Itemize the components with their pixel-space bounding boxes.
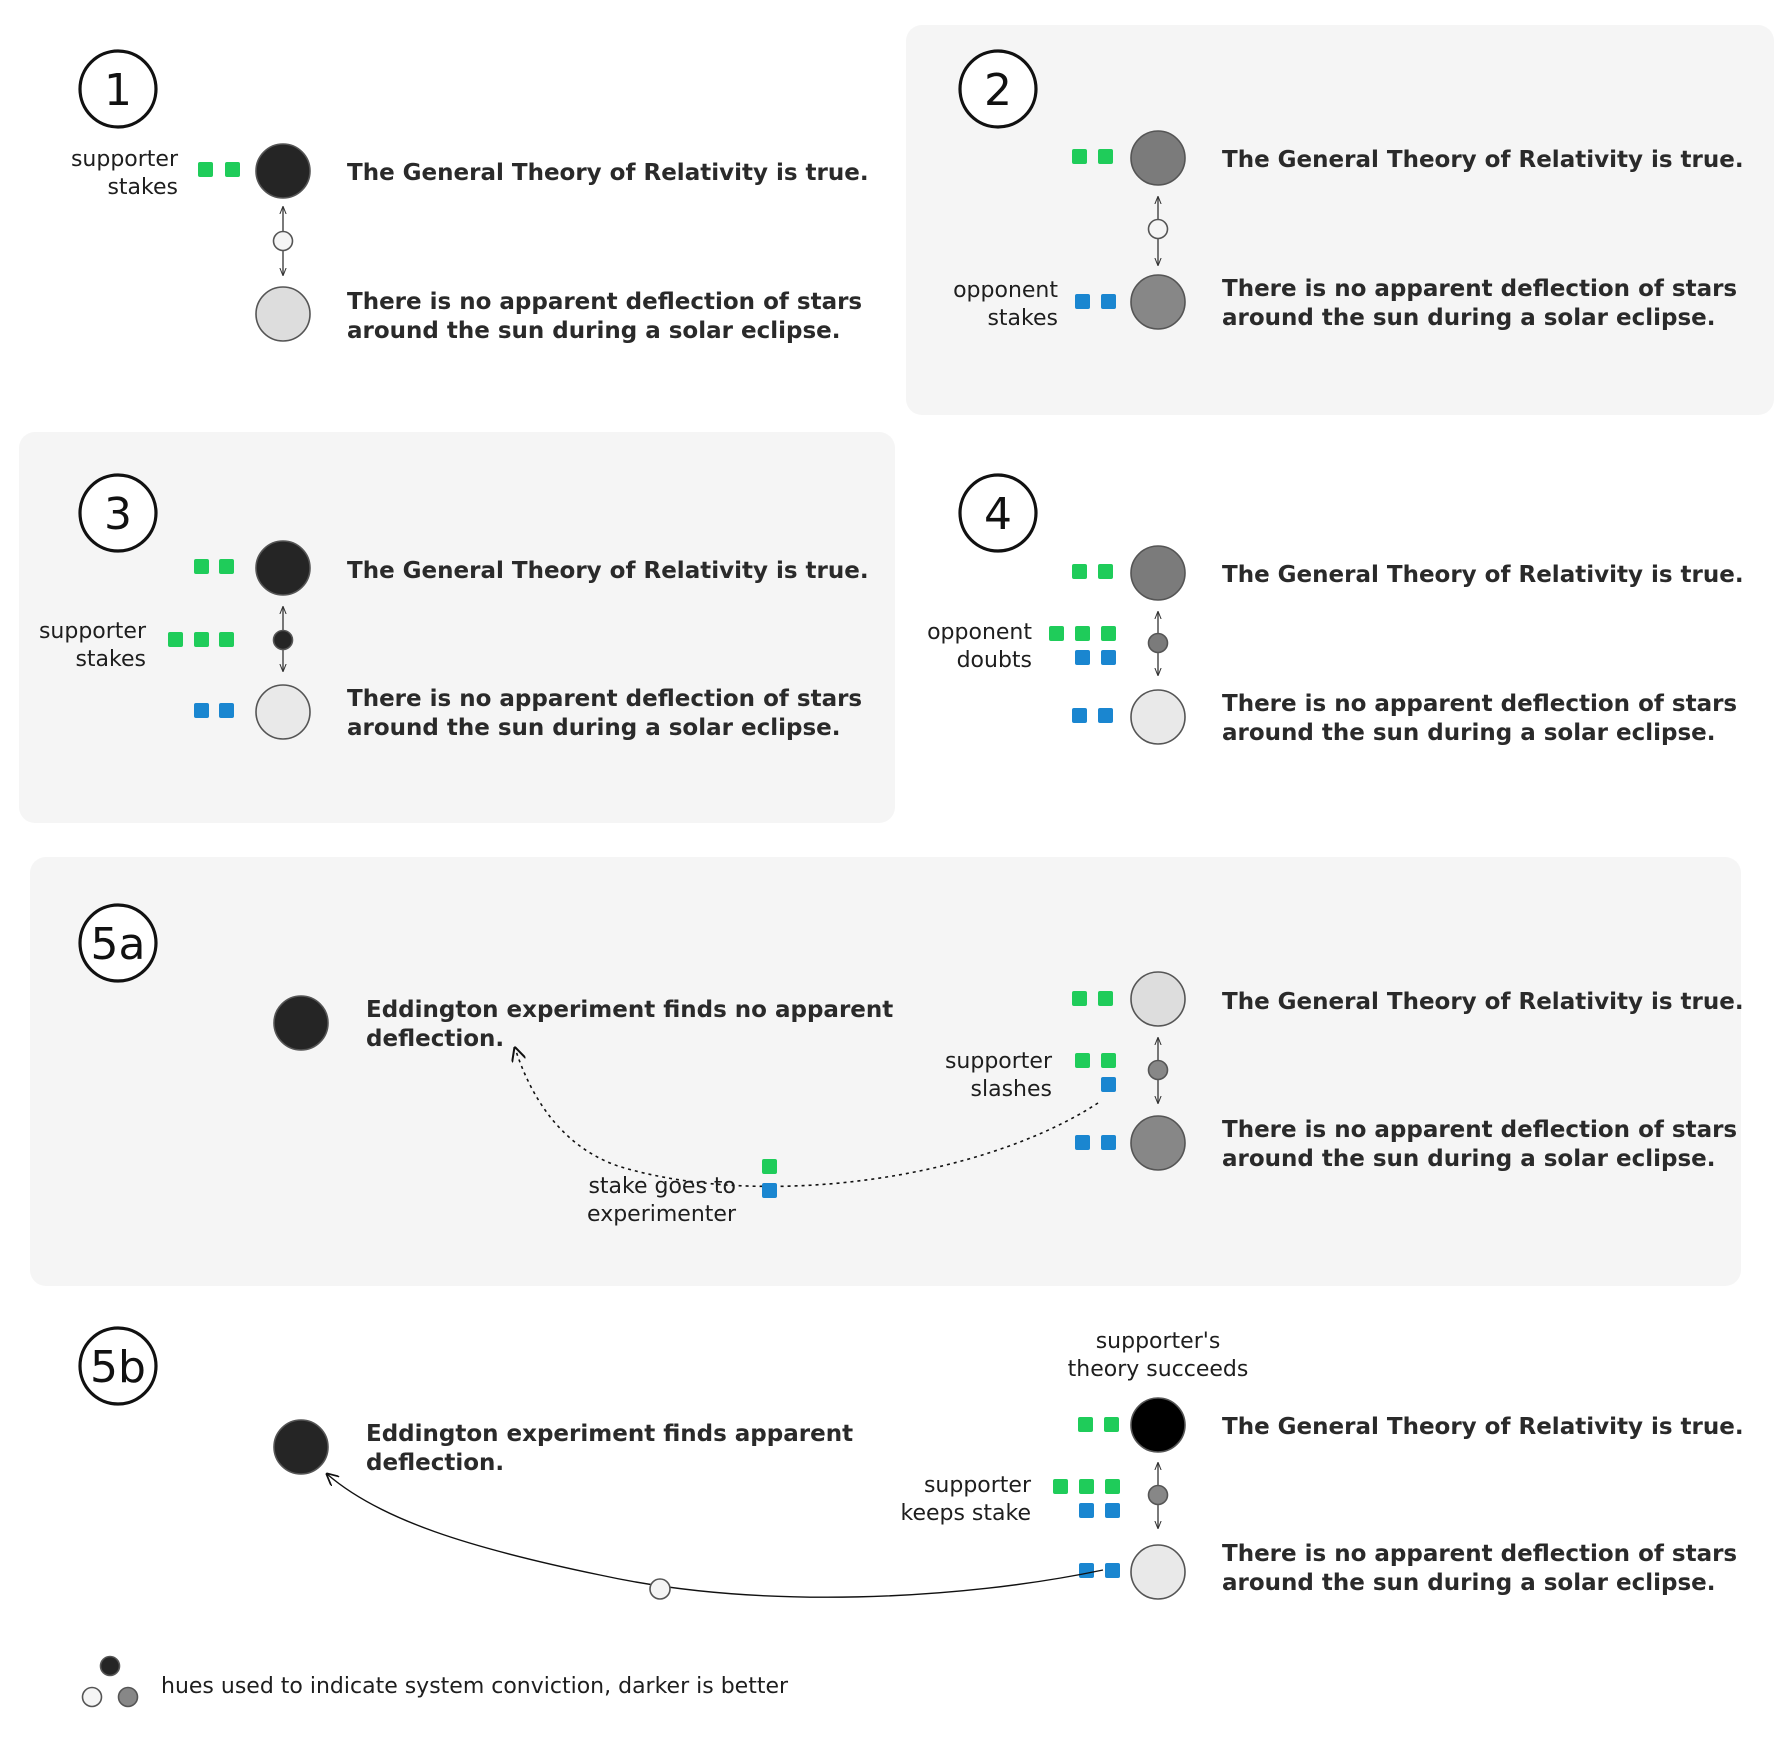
panel-5a-opponent-stake	[1101, 1135, 1116, 1150]
panel-5a-edge-supporter-stake	[1101, 1053, 1116, 1068]
panel-4-opponent-stake	[1098, 708, 1113, 723]
panel-1-theory-node	[256, 144, 310, 198]
panel-5a-experiment-node	[274, 996, 328, 1050]
panel-5b-success-note-line1: supporter's	[1095, 1329, 1221, 1354]
panel-2-claim-text-line1: There is no apparent deflection of stars	[1222, 276, 1738, 302]
panel-5a-edge-opponent-stake	[1101, 1077, 1116, 1092]
panel-5a-slash-note-line2: slashes	[970, 1077, 1052, 1102]
panels-layer	[19, 25, 1774, 1286]
panel-3-claim-node	[256, 685, 310, 739]
panel-5a-edge-node	[1149, 1061, 1168, 1080]
panel-5b-claim-node	[1131, 1545, 1185, 1599]
content-layer	[39, 51, 1744, 1599]
panel-5a-background	[30, 857, 1741, 1286]
panel-5a-experiment-text-line2: deflection.	[366, 1026, 505, 1052]
panel-1-claim-text-line2: around the sun during a solar eclipse.	[347, 318, 841, 344]
panel-5b-experiment-text-line2: deflection.	[366, 1450, 505, 1476]
panel-3-supporter-stake	[219, 559, 234, 574]
panel-1-claim-node	[256, 287, 310, 341]
panel-3-opponent-stake	[194, 703, 209, 718]
panel-5b-path-node	[650, 1579, 670, 1599]
panel-5a-supporter-stake	[1072, 991, 1087, 1006]
panel-5a-transferred-opponent-stake	[762, 1183, 777, 1198]
panel-4-opponent-stake	[1072, 708, 1087, 723]
panel-5b-label: 5b	[90, 1342, 146, 1393]
panel-5a-claim-text-line2: around the sun during a solar eclipse.	[1222, 1146, 1716, 1172]
panel-4-supporter-stake	[1072, 564, 1087, 579]
panel-1-theory-text: The General Theory of Relativity is true.	[347, 160, 869, 186]
panel-3-opponent-stake	[219, 703, 234, 718]
panel-4-label: 4	[984, 489, 1012, 540]
panel-5a-supporter-stake	[1098, 991, 1113, 1006]
panel-5a-slash-note-line1: supporter	[944, 1049, 1052, 1074]
panel-5b-keep-note-line1: supporter	[923, 1473, 1031, 1498]
panel-5a-edge-supporter-stake	[1075, 1053, 1090, 1068]
panel-3-theory-node	[256, 541, 310, 595]
panel-3-edge-supporter-stake	[219, 632, 234, 647]
panel-1-label: 1	[104, 65, 132, 116]
panel-2-opponent-stake	[1075, 294, 1090, 309]
panel-5b-success-note-line2: theory succeeds	[1067, 1357, 1249, 1382]
panel-4-edge-supporter-stake	[1101, 626, 1116, 641]
panel-2-claim-node	[1131, 275, 1185, 329]
panel-5b-supporter-stake	[1078, 1417, 1093, 1432]
panel-2-claim-text-line2: around the sun during a solar eclipse.	[1222, 305, 1716, 331]
panel-5b-claim-text-line2: around the sun during a solar eclipse.	[1222, 1570, 1716, 1596]
panel-5b-keep-note-line2: keeps stake	[900, 1501, 1031, 1526]
panel-5b-theory-text: The General Theory of Relativity is true.	[1222, 1414, 1744, 1440]
panel-3-label: 3	[104, 489, 132, 540]
panel-3-note-line2: stakes	[75, 647, 146, 672]
panel-2-theory-node	[1131, 131, 1185, 185]
panel-5b-edge-supporter-stake	[1079, 1479, 1094, 1494]
panel-3-claim-text-line2: around the sun during a solar eclipse.	[347, 715, 841, 741]
panel-2-label: 2	[984, 65, 1012, 116]
panel-1-edge-node	[274, 232, 293, 251]
panel-3-edge-node	[274, 631, 293, 650]
panel-5b-opponent-stake	[1105, 1563, 1120, 1578]
panel-5b-theory-node	[1131, 1398, 1185, 1452]
panel-2-supporter-stake	[1098, 149, 1113, 164]
panel-5a-label: 5a	[90, 919, 146, 970]
panel-4-note-line2: doubts	[956, 648, 1032, 673]
panel-5b-experiment-text-line1: Eddington experiment finds apparent	[366, 1421, 854, 1447]
panel-3-supporter-stake	[194, 559, 209, 574]
panel-4-edge-node	[1149, 634, 1168, 653]
panel-1-claim-text-line1: There is no apparent deflection of stars	[347, 289, 863, 315]
panel-4-edge-opponent-stake	[1101, 650, 1116, 665]
panel-4-supporter-stake	[1098, 564, 1113, 579]
legend	[83, 1657, 789, 1707]
panel-4-edge-opponent-stake	[1075, 650, 1090, 665]
panel-5a-theory-text: The General Theory of Relativity is true.	[1222, 989, 1744, 1015]
panel-3-edge-supporter-stake	[194, 632, 209, 647]
legend-mid-dot	[119, 1688, 138, 1707]
panel-2-supporter-stake	[1072, 149, 1087, 164]
panel-5a-transferred-supporter-stake	[762, 1159, 777, 1174]
panel-2-edge-node	[1149, 220, 1168, 239]
legend-text: hues used to indicate system conviction, darker is better	[161, 1674, 789, 1699]
panel-5b-edge-opponent-stake	[1079, 1503, 1094, 1518]
panel-5a-theory-node	[1131, 972, 1185, 1026]
panel-1-supporter-stake	[225, 162, 240, 177]
panel-5b-edge-supporter-stake	[1105, 1479, 1120, 1494]
panel-5b-edge-node	[1149, 1486, 1168, 1505]
panel-5a-claim-node	[1131, 1116, 1185, 1170]
panel-5b-edge-opponent-stake	[1105, 1503, 1120, 1518]
panel-2-opponent-stake	[1101, 294, 1116, 309]
panel-5a-transfer-note-line2: experimenter	[587, 1202, 736, 1227]
panel-5a-claim-text-line1: There is no apparent deflection of stars	[1222, 1117, 1738, 1143]
panel-3-claim-text-line1: There is no apparent deflection of stars	[347, 686, 863, 712]
panel-2-theory-text: The General Theory of Relativity is true.	[1222, 147, 1744, 173]
panel-4-note-line1: opponent	[927, 620, 1032, 645]
panel-4-edge-supporter-stake	[1075, 626, 1090, 641]
panel-5b-experiment-node	[274, 1420, 328, 1474]
panel-1-supporter-stake	[198, 162, 213, 177]
panel-3-note-line1: supporter	[38, 619, 146, 644]
panel-5a-transfer-note-line1: stake goes to	[588, 1174, 736, 1199]
legend-light-dot	[83, 1688, 102, 1707]
panel-3-theory-text: The General Theory of Relativity is true.	[347, 558, 869, 584]
panel-2-note-line2: stakes	[987, 306, 1058, 331]
panel-4-theory-text: The General Theory of Relativity is true.	[1222, 562, 1744, 588]
panel-5b-opponent-stake	[1079, 1563, 1094, 1578]
panel-5b-edge-supporter-stake	[1053, 1479, 1068, 1494]
panel-4-claim-text-line1: There is no apparent deflection of stars	[1222, 691, 1738, 717]
panel-1-note-line2: stakes	[107, 175, 178, 200]
panel-1-note-line1: supporter	[70, 147, 178, 172]
panel-3-edge-supporter-stake	[168, 632, 183, 647]
panel-5b-supporter-stake	[1104, 1417, 1119, 1432]
panel-4-theory-node	[1131, 546, 1185, 600]
legend-dark-dot	[101, 1657, 120, 1676]
panel-5a-experiment-text-line1: Eddington experiment finds no apparent	[366, 997, 894, 1023]
panel-4-edge-supporter-stake	[1049, 626, 1064, 641]
panel-4-claim-text-line2: around the sun during a solar eclipse.	[1222, 720, 1716, 746]
panel-5b-claim-text-line1: There is no apparent deflection of stars	[1222, 1541, 1738, 1567]
panel-4-claim-node	[1131, 690, 1185, 744]
panel-2-note-line1: opponent	[953, 278, 1058, 303]
panel-5a-opponent-stake	[1075, 1135, 1090, 1150]
